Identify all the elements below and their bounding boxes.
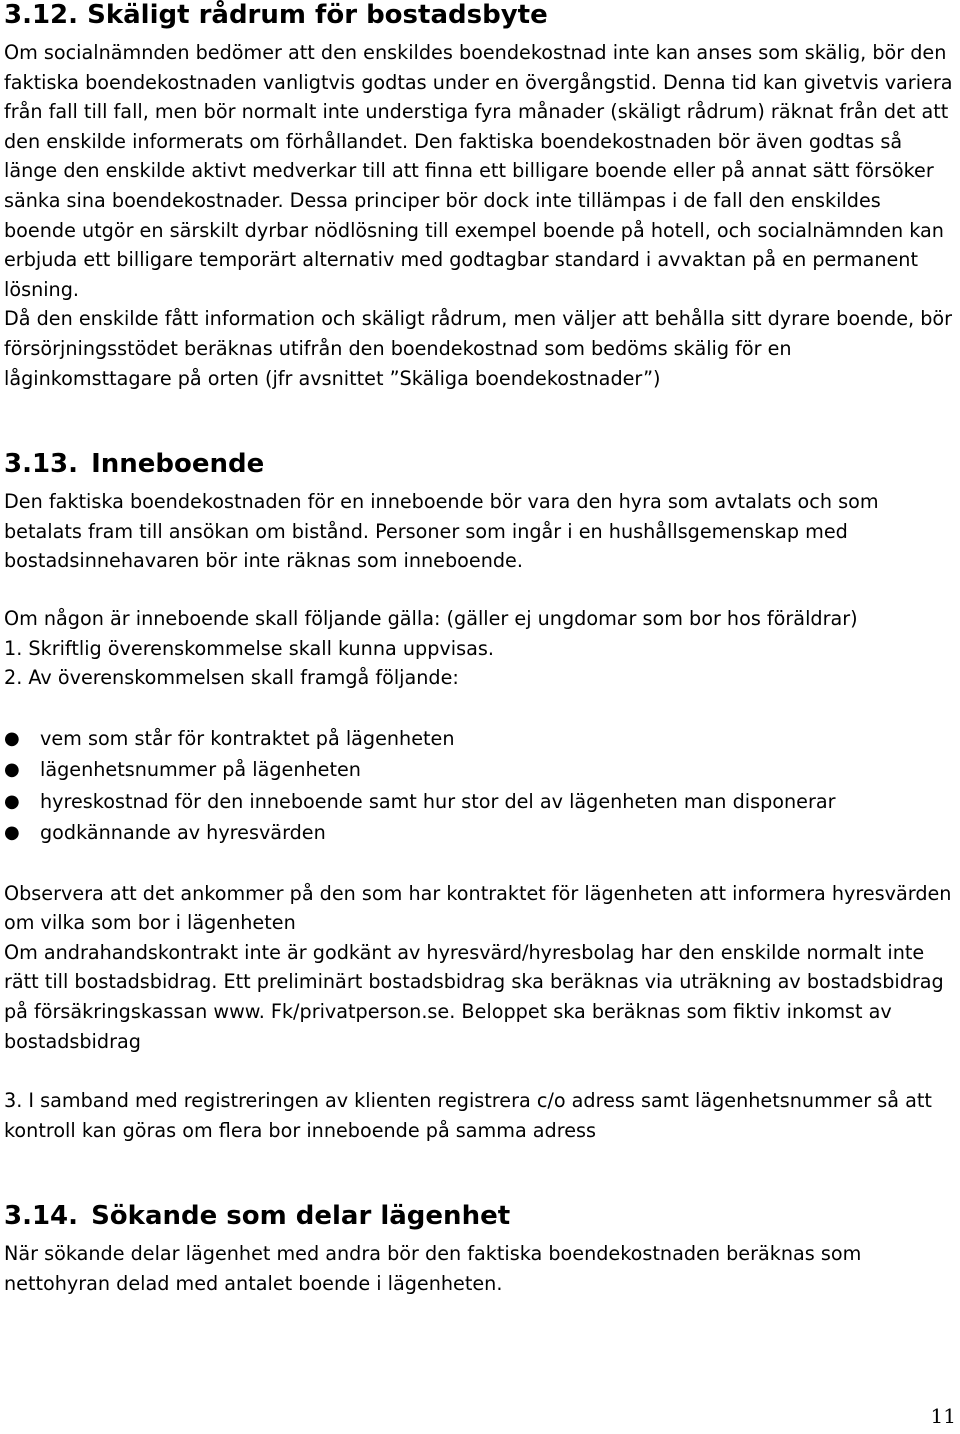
- bullet-icon: ●: [4, 822, 20, 844]
- section-3-14-title: Sökande som delar lägenhet: [91, 1201, 511, 1232]
- list-item: ● vem som står för kontraktet på lägenheten: [4, 723, 956, 755]
- section-3-13-title: Inneboende: [91, 449, 265, 480]
- section-3-12-title: Skäligt rådrum för bostadsbyte: [87, 0, 548, 30]
- section-3-14-number: 3.14.: [4, 1201, 79, 1232]
- section-3-12-heading: [4, 0, 956, 30]
- bullet-icon: ●: [4, 727, 20, 749]
- section-3-12-paragraph-2: Då den enskilde fått information och skäligt rådrum, men väljer att behålla sitt dyrare boende, bör försörjningsstödet beräknas utifrån den boendekostnad som bedöms skälig för en låginkomsttagare på orten (jfr avsnittet ”Skäliga boendekostnader”): [4, 307, 953, 390]
- bullet-icon: ●: [4, 790, 20, 812]
- section-3-13-point-3: 3. I samband med registreringen av klienten registrera c/o adress samt lägenhetsnummer så att kontroll kan göras om flera bor inneboende på samma adress: [4, 1089, 932, 1142]
- list-item: ● godkännande av hyresvärden: [4, 817, 956, 849]
- section-3-13-observe: Observera att det ankommer på den som har kontraktet för lägenheten att informera hyresvärden om vilka som bor i lägenheten: [4, 881, 952, 935]
- list-item: ● hyreskostnad för den inneboende samt hur stor del av lägenheten man disponerar: [4, 786, 956, 818]
- section-3-13-point-2: 2. Av överenskommelsen skall framgå följande:: [4, 666, 459, 690]
- section-3-12-number: 3.12.: [4, 0, 79, 30]
- document-page: [4, 0, 956, 1299]
- section-3-14-heading: [4, 1201, 956, 1231]
- section-3-13-heading: [4, 449, 956, 479]
- requirements-list: [4, 723, 956, 849]
- section-3-13-intro: Den faktiska boendekostnaden för en inneboende bör vara den hyra som avtalats och som betalats fram till ansökan om bistånd. Personer som ingår i en hushållsgemenskap med bostadsinnehavaren bör inte räknas som inneboende.: [4, 490, 879, 573]
- list-item: ● lägenhetsnummer på lägenheten: [4, 754, 956, 786]
- section-3-13-lead: Om någon är inneboende skall följande gälla: (gäller ej ungdomar som bor hos föräldrar): [4, 606, 858, 630]
- section-3-13-point-1: 1. Skriftlig överenskommelse skall kunna uppvisas.: [4, 636, 494, 660]
- section-3-13-subletting: Om andrahandskontrakt inte är godkänt av hyresvärd/hyresbolag har den enskilde normalt inte rätt till bostadsbidrag. Ett preliminärt bostadsbidrag ska beräknas via uträkning av bostadsbidrag på försäkringskassan www. Fk/privatperson.se. Beloppet ska beräknas som fiktiv inkomst av bostadsbidrag: [4, 940, 944, 1053]
- bullet-icon: ●: [4, 759, 20, 781]
- section-3-14-text: När sökande delar lägenhet med andra bör den faktiska boendekostnaden beräknas som nettohyran delad med antalet boende i lägenheten.: [4, 1242, 862, 1296]
- section-3-12-paragraph-1: Om socialnämnden bedömer att den enskildes boendekostnad inte kan anses som skälig, bör den faktiska boendekostnaden vanligtvis godtas under en övergångstid. Denna tid kan givetvis variera från fall till fall, men bör normalt inte understiga fyra månader (skäligt rådrum) räknat från det att den enskilde informerats om förhållandet. Den faktiska boendekostnaden bör även godtas så länge den enskilde aktivt medverkar till att finna ett billigare boende eller på annat sätt försöker sänka sina boendekostnader. Dessa principer bör dock inte tillämpas i de fall den enskildes boende utgör en särskilt dyrbar nödlösning till exempel boende på hotell, och socialnämnden kan erbjuda ett billigare temporärt alternativ med godtagbar standard i avvaktan på en permanent lösning.: [4, 41, 953, 301]
- page-number: 11: [930, 1404, 956, 1428]
- section-3-13-number: 3.13.: [4, 449, 79, 480]
